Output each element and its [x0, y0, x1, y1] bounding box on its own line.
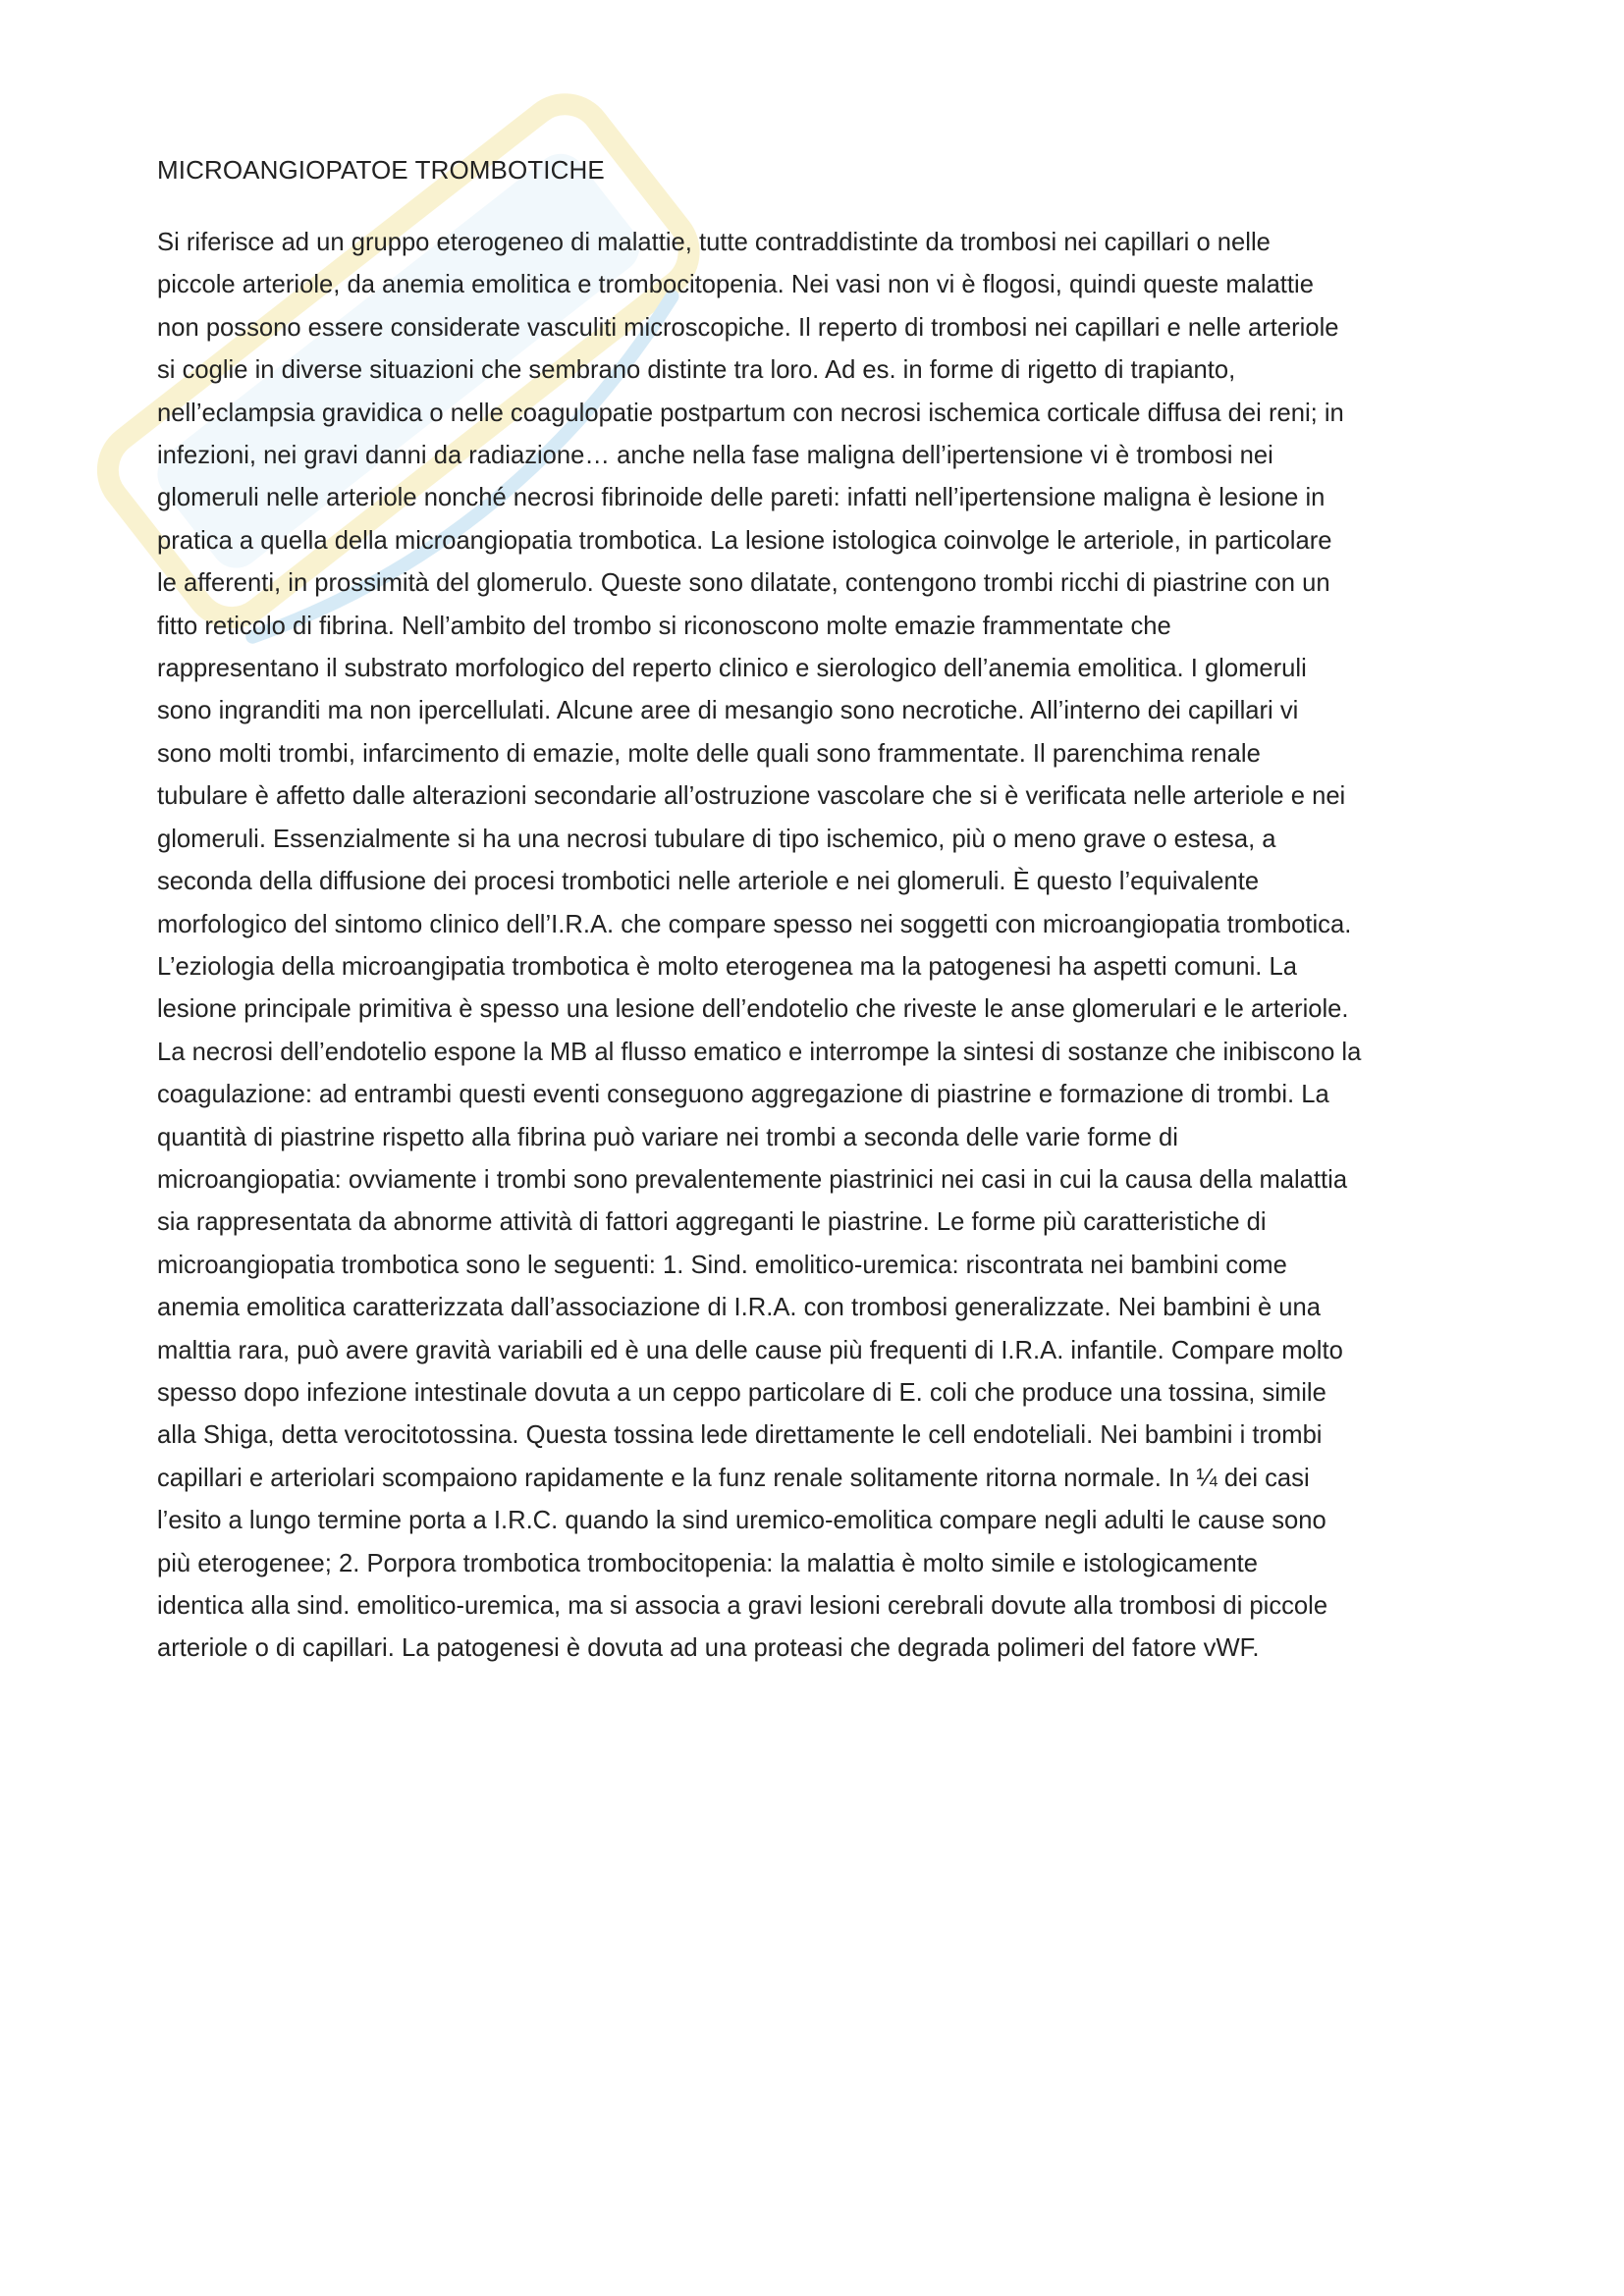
body-text-line: nell’eclampsia gravidica o nelle coagulopatie postpartum con necrosi ischemica corticale diffusa dei reni; in [157, 399, 1344, 427]
body-text-line: fitto reticolo di fibrina. Nell’ambito del trombo si riconoscono molte emazie frammentate che [157, 612, 1171, 640]
body-text-line: infezioni, nei gravi danni da radiazione… anche nella fase maligna dell’ipertensione vi è trombosi nei [157, 442, 1273, 470]
body-text-line: più eterogenee; 2. Porpora trombotica trombocitopenia: la malattia è molto simile e istologicamente [157, 1549, 1259, 1577]
body-text-line: piccole arteriole, da anemia emolitica e trombocitopenia. Nei vasi non vi è flogosi, quindi queste malattie [157, 271, 1314, 299]
body-text-line: sia rappresentata da abnorme attività di fattori aggreganti le piastrine. Le forme più caratteristiche di [157, 1208, 1267, 1237]
body-text-line: glomeruli. Essenzialmente si ha una necrosi tubulare di tipo ischemico, più o meno grave o estesa, a [157, 825, 1276, 853]
body-text-line: microangiopatia trombotica sono le seguenti: 1. Sind. emolitico-uremica: riscontrata nei bambini come [157, 1251, 1287, 1279]
body-text-line: La necrosi dell’endotelio espone la MB al flusso ematico e interrompe la sintesi di sostanze che inibiscono la [157, 1038, 1362, 1066]
body-text-line: lesione principale primitiva è spesso una lesione dell’endotelio che riveste le anse glomerulari e le arteriole. [157, 995, 1349, 1024]
document-title: MICROANGIOPATOE TROMBOTICHE [157, 155, 605, 185]
body-text-line: arteriole o di capillari. La patogenesi è dovuta ad una proteasi che degrada polimeri del fatore vWF. [157, 1634, 1260, 1663]
body-text-line: spesso dopo infezione intestinale dovuta a un ceppo particolare di E. coli che produce una tossina, simile [157, 1378, 1326, 1407]
body-text-line: identica alla sind. emolitico-uremica, ma si associa a gravi lesioni cerebrali dovute alla trombosi di piccole [157, 1592, 1328, 1620]
body-text-line: alla Shiga, detta verocitotossina. Questa tossina lede direttamente le cell endoteliali. Nei bambini i trombi [157, 1421, 1323, 1450]
document-body [157, 222, 1479, 1671]
body-text-line: capillari e arteriolari scompaiono rapidamente e la funz renale solitamente ritorna normale. In ¼ dei casi [157, 1464, 1310, 1492]
body-text-line: coagulazione: ad entrambi questi eventi conseguono aggregazione di piastrine e formazione di trombi. La [157, 1081, 1329, 1109]
body-text-line: le afferenti, in prossimità del glomerulo. Queste sono dilatate, contengono trombi ricchi di piastrine con un [157, 569, 1330, 598]
body-text-line: sono molti trombi, infarcimento di emazie, molte delle quali sono frammentate. Il parenchima renale [157, 739, 1261, 768]
body-text-line: tubulare è affetto dalle alterazioni secondarie all’ostruzione vascolare che si è verificata nelle arteriole e nei [157, 782, 1346, 811]
body-text-line: l’esito a lungo termine porta a I.R.C. quando la sind uremico-emolitica compare negli adulti le cause sono [157, 1507, 1326, 1535]
body-text-line: microangiopatia: ovviamente i trombi sono prevalentemente piastrinici nei casi in cui la causa della malattia [157, 1165, 1348, 1194]
body-text-line: sono ingranditi ma non ipercellulati. Alcune aree di mesangio sono necrotiche. All’interno dei capillari vi [157, 697, 1299, 725]
body-text-line: L’eziologia della microangipatia trombotica è molto eterogenea ma la patogenesi ha aspetti comuni. La [157, 952, 1297, 981]
body-text-line: rappresentano il substrato morfologico del reperto clinico e sierologico dell’anemia emolitica. I glomeruli [157, 655, 1307, 683]
body-text-line: quantità di piastrine rispetto alla fibrina può variare nei trombi a seconda delle varie forme di [157, 1123, 1178, 1151]
body-text-line: anemia emolitica caratterizzata dall’associazione di I.R.A. con trombosi generalizzate. Nei bambini è una [157, 1294, 1322, 1322]
body-text-line: seconda della diffusione dei procesi trombotici nelle arteriole e nei glomeruli. È questo l’equivalente [157, 868, 1260, 896]
body-text-line: morfologico del sintomo clinico dell’I.R.A. che compare spesso nei soggetti con microangiopatia trombotica. [157, 910, 1352, 938]
body-text-line: non possono essere considerate vasculiti microscopiche. Il reperto di trombosi nei capillari e nelle arteriole [157, 313, 1339, 342]
body-text-line: malttia rara, può avere gravità variabili ed è una delle cause più frequenti di I.R.A. infantile. Compare molto [157, 1336, 1343, 1364]
body-text-line: si coglie in diverse situazioni che sembrano distinte tra loro. Ad es. in forme di rigetto di trapianto, [157, 356, 1236, 385]
body-text-line: glomeruli nelle arteriole nonché necrosi fibrinoide delle pareti: infatti nell’ipertensione maligna è lesione in [157, 484, 1326, 512]
body-text-line: pratica a quella della microangiopatia trombotica. La lesione istologica coinvolge le arteriole, in particolare [157, 526, 1332, 555]
body-text-line: Si riferisce ad un gruppo eterogeneo di malattie, tutte contraddistinte da trombosi nei capillari o nelle [157, 229, 1271, 256]
